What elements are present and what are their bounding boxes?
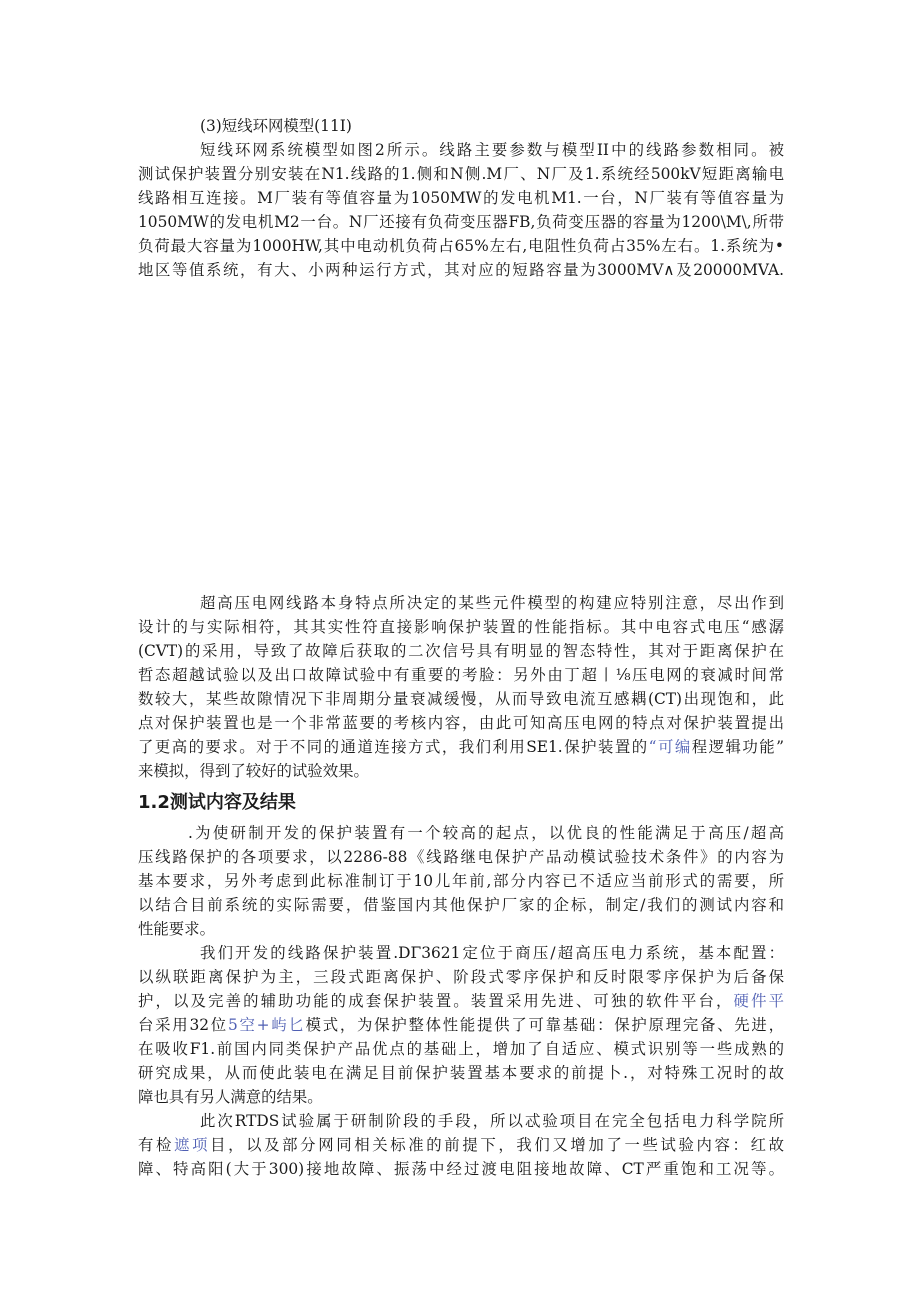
paragraph-line: 压线路保护的各项要求，以2286-88《线路继电保护产品动模试验技术条件》的内容为 xyxy=(138,848,784,866)
section-heading: 1.2测试内容及结果 xyxy=(138,792,296,813)
paragraph-line: 测试保护装置分别安装在N1.线路的1.侧和N侧.M厂、N厂及1.系统经500kV短距离输电 xyxy=(138,165,784,183)
paragraph-line xyxy=(138,1013,784,1037)
line-text: 护，以及完善的辅助功能的成套保护装置。装置采用先进、可独的软件平台， xyxy=(138,992,734,1010)
subsection-title: (3)短线环网模型(11I) xyxy=(200,117,352,135)
section-test-content xyxy=(138,821,784,1181)
paragraph-line: 设计的与实际相符，其其实性符直接影响保护装置的性能指标。其中电容式电压“感潺 xyxy=(138,618,784,636)
paragraph-line: 超高压电网线路本身特点所决定的某些元件模型的构建应特别注意，尽出作到 xyxy=(200,594,784,612)
paragraph-line: 障、特高阳(大于300)接地故障、振荡中经过渡电阻接地故障、CT严重饱和工况等。 xyxy=(138,1160,784,1178)
line-text: 模式，为保护整体性能提供了可靠基础：保护原理完备、先进， xyxy=(305,1016,784,1034)
paragraph-line: 1050MW的发电机M2一台。N厂还接有负荷变压器FB,负荷变压器的容量为1200\M\,所带 xyxy=(138,213,784,231)
line-text: 目，以及部分网同相关标准的前提下，我们又增加了一些试验内容：红故 xyxy=(210,1136,784,1154)
paragraph-line: .为使研制开发的保护装置有一个较高的起点，以优良的性能满足于高压/超高 xyxy=(188,824,784,842)
paragraph-line: 在吸收F1.前国内同类保护产品优点的基础上，增加了自适应、模式识别等一些成熟的 xyxy=(138,1040,784,1058)
paragraph-line: (CVT)的采用，导致了故障后获取的二次信号具有明显的智态特性，其对于距离保护在 xyxy=(138,642,784,660)
highlighted-text: 遮项 xyxy=(174,1136,211,1154)
paragraph-line: 基本要求，另外考虑到此标准制订于10儿年前,部分内容已不适应当前形式的需要，所 xyxy=(138,872,784,890)
paragraph-line: 短线环网系统模型如图2所示。线路主要参数与模型II中的线路参数相同。被 xyxy=(200,141,784,159)
paragraph-line: 数较大，某些故隙情况下非周期分量衰减缓慢，从而导致电流互感耦(CT)出现饱和，此 xyxy=(138,690,784,708)
paragraph-line xyxy=(138,1133,784,1157)
line-text: 有检 xyxy=(138,1136,175,1154)
paragraph-line xyxy=(138,989,784,1013)
paragraph-line: 负荷最大容量为1000HW,其中电动机负荷占65%左右,电阻性负荷占35%左右。1.系统为• xyxy=(138,237,784,255)
paragraph-line: 地区等值系统，有大、小两种运行方式，其对应的短路容量为3000MV∧及20000MVA. xyxy=(138,261,784,279)
paragraph-line: 此次RTDS试验属于研制阶段的手段，所以忒验项目在完全包括电力科学院所 xyxy=(200,1112,784,1130)
paragraph-line: 研究成果，从而使此装电在满足目前保护装置基本要求的前提卜.，对特殊工况时的故 xyxy=(138,1064,784,1082)
highlighted-text: 5空+屿匕 xyxy=(227,1016,306,1034)
paragraph-line: 线路相互连接。M厂装有等值容量为1050MW的发电机M1.一台，N厂装有等值容量为 xyxy=(138,189,784,207)
paragraph-line: 来模拟，得到了较好的试验效果。 xyxy=(138,762,369,780)
section-ehv-features xyxy=(138,591,784,783)
paragraph-line: 哲态超越试验以及出口故障试验中有重要的考脸：另外由丁超丨⅛压电网的衰减时间常 xyxy=(138,666,784,684)
paragraph-line: 以纵联距离保护为主，三段式距离保护、阶段式零序保护和反时限零序保护为后备保 xyxy=(138,968,784,986)
paragraph-line: 障也具有另人满意的结果。 xyxy=(138,1088,323,1106)
line-text: 程逻辑功能” xyxy=(691,738,784,756)
highlighted-text: “可编 xyxy=(648,738,692,756)
line-text: 了更高的要求。对于不同的通道连接方式，我们利用SE1.保护装置的 xyxy=(138,738,649,756)
paragraph-line: 以结合目前系统的实际需要，借鉴国内其他保护厂家的企标，制定/我们的测试内容和 xyxy=(138,896,784,914)
line-text: 台采用32位 xyxy=(138,1016,228,1034)
paragraph-line xyxy=(138,735,784,759)
highlighted-text: 硬件平 xyxy=(733,992,784,1010)
paragraph-line: 点对保护装置也是一个非常蓝要的考核内容，由此可知高压电网的特点对保护装置提出 xyxy=(138,714,784,732)
section-short-ring-model xyxy=(138,114,784,282)
paragraph-line: 我们开发的线路保护装置.DΓ3621定位于商压/超高压电力系统，基本配置： xyxy=(200,944,784,962)
paragraph-line: 性能要求。 xyxy=(138,920,215,938)
